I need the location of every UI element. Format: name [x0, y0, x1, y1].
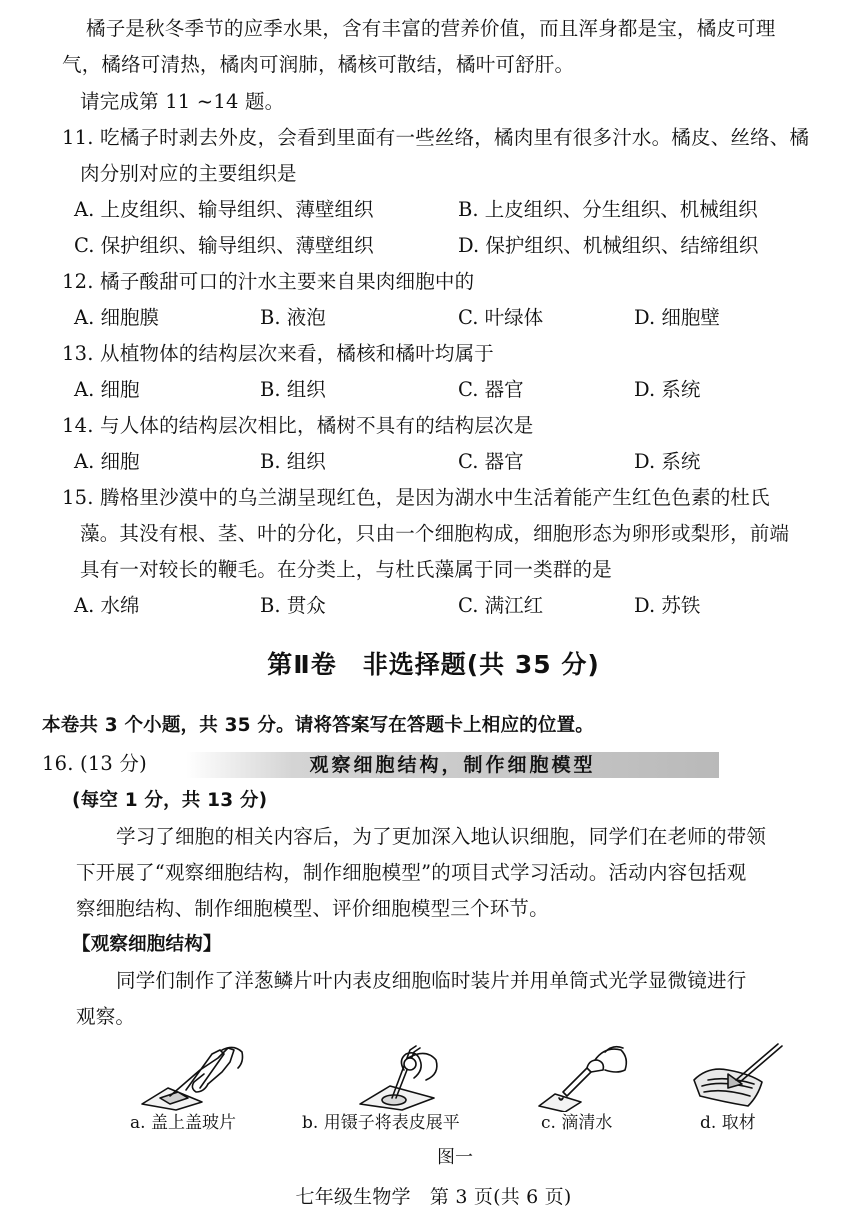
figure-a-caption: a. 盖上盖玻片	[130, 1113, 236, 1133]
q11-option-b: B. 上皮组织、分生组织、机械组织	[458, 198, 758, 221]
figure-d-sampling-illustration	[688, 1040, 788, 1112]
question-16-banner	[186, 752, 719, 778]
q16-subheading: 【观察细胞结构】	[72, 934, 222, 955]
question-11-line-2: 肉分别对应的主要组织是	[80, 162, 297, 185]
intro-line-1: 橘子是秋冬季节的应季水果，含有丰富的营养价值，而且浑身都是宝，橘皮可理	[86, 17, 776, 40]
figure-b-tweezers-illustration	[350, 1040, 460, 1112]
q14-option-d: D. 系统	[634, 450, 701, 473]
figure-d-caption: d. 取材	[700, 1113, 756, 1133]
figure-c-dropper-illustration	[535, 1040, 635, 1112]
q15-option-d: D. 苏铁	[634, 594, 701, 617]
question-16-number: 16. (13 分)	[42, 752, 147, 775]
q16-para2-line-1: 同学们制作了洋葱鳞片叶内表皮细胞临时装片并用单筒式光学显微镜进行	[116, 969, 747, 992]
q14-option-b: B. 组织	[260, 450, 326, 473]
q16-para2-line-2: 观察。	[76, 1005, 136, 1028]
question-11-line-1: 11. 吃橘子时剥去外皮，会看到里面有一些丝络，橘肉里有很多汁水。橘皮、丝络、橘	[62, 126, 810, 149]
figure-a-cover-slip-illustration	[138, 1040, 248, 1112]
q13-option-a: A. 细胞	[74, 378, 140, 401]
q14-option-a: A. 细胞	[74, 450, 140, 473]
q16-para1-line-3: 察细胞结构、制作细胞模型、评价细胞模型三个环节。	[76, 897, 549, 920]
q14-option-c: C. 器官	[458, 450, 524, 473]
figure-c-caption: c. 滴清水	[541, 1113, 613, 1133]
question-15-line-2: 藻。其没有根、茎、叶的分化，只由一个细胞构成，细胞形态为卵形或梨形，前端	[80, 522, 790, 545]
question-15-line-1: 15. 腾格里沙漠中的乌兰湖呈现红色，是因为湖水中生活着能产生红色色素的杜氏	[62, 486, 770, 509]
q11-option-a: A. 上皮组织、输导组织、薄壁组织	[74, 198, 374, 221]
q12-option-b: B. 液泡	[260, 306, 326, 329]
q15-option-b: B. 贯众	[260, 594, 326, 617]
figure-b-caption: b. 用镊子将表皮展平	[302, 1113, 460, 1133]
question-16-banner-title: 观察细胞结构，制作细胞模型	[309, 754, 596, 776]
intro-line-2: 气，橘络可清热，橘肉可润肺，橘核可散结，橘叶可舒肝。	[62, 53, 575, 76]
q16-para1-line-2: 下开展了“观察细胞结构，制作细胞模型”的项目式学习活动。活动内容包括观	[76, 861, 747, 884]
question-14: 14. 与人体的结构层次相比，橘树不具有的结构层次是	[62, 414, 534, 437]
page-footer: 七年级生物学 第 3 页(共 6 页)	[295, 1186, 572, 1208]
q12-option-d: D. 细胞壁	[634, 306, 720, 329]
question-16-scoring: (每空 1 分，共 13 分)	[72, 790, 268, 811]
q13-option-c: C. 器官	[458, 378, 524, 401]
question-15-line-3: 具有一对较长的鞭毛。在分类上，与杜氏藻属于同一类群的是	[80, 558, 612, 581]
section-2-instruction: 本卷共 3 个小题，共 35 分。请将答案写在答题卡上相应的位置。	[42, 715, 594, 736]
question-12: 12. 橘子酸甜可口的汁水主要来自果肉细胞中的	[62, 270, 475, 293]
q15-option-a: A. 水绵	[74, 594, 140, 617]
q13-option-d: D. 系统	[634, 378, 701, 401]
section-2-title: 第Ⅱ卷 非选择题(共 35 分)	[267, 650, 600, 679]
q12-option-a: A. 细胞膜	[74, 306, 159, 329]
q11-option-c: C. 保护组织、输导组织、薄壁组织	[74, 234, 374, 257]
q15-option-c: C. 满江红	[458, 594, 544, 617]
q11-option-d: D. 保护组织、机械组织、结缔组织	[458, 234, 759, 257]
figure-label: 图一	[437, 1147, 473, 1168]
intro-line-3: 请完成第 11 ~14 题。	[80, 90, 285, 113]
q13-option-b: B. 组织	[260, 378, 326, 401]
q12-option-c: C. 叶绿体	[458, 306, 544, 329]
q16-para1-line-1: 学习了细胞的相关内容后，为了更加深入地认识细胞，同学们在老师的带领	[116, 825, 767, 848]
question-13: 13. 从植物体的结构层次来看，橘核和橘叶均属于	[62, 342, 495, 365]
